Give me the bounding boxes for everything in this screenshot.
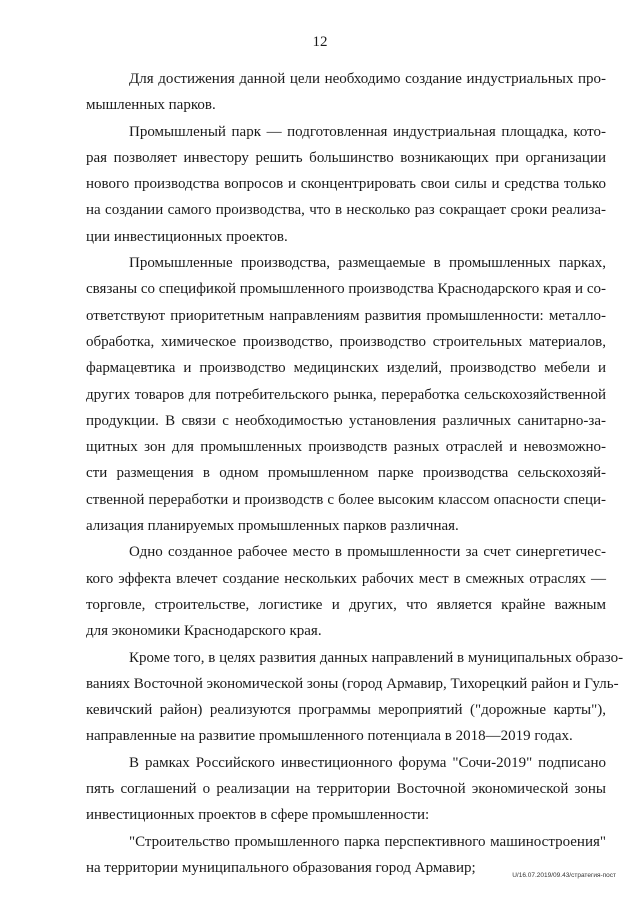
- text-line: нового производства вопросов и сконцентрировать свои силы и средства только: [86, 176, 606, 193]
- text-line: кого эффекта влечет создание нескольких рабочих мест в смежных отраслях —: [86, 570, 606, 587]
- text-line: "Строительство промышленного парка перспективного машиностроения": [129, 833, 606, 850]
- text-line: ваниях Восточной экономической зоны (город Армавир, Тихорецкий район и Гуль-: [86, 675, 619, 692]
- text-line: торговле, строительстве, логистике и других, что является крайне важным: [86, 596, 606, 613]
- document-body: [86, 66, 624, 881]
- text-line: ализация планируемых промышленных парков различная.: [86, 518, 459, 535]
- text-line: сти размещения в одном промышленном парке производства сельскохозяй-: [86, 465, 606, 482]
- text-line: Одно созданное рабочее место в промышленности за счет синергетичес-: [129, 544, 606, 561]
- text-line: щитных зон для промышленных производств разных отраслей и невозможно-: [86, 439, 606, 456]
- text-line: для экономики Краснодарского края.: [86, 623, 322, 640]
- text-line: пять соглашений о реализации на территории Восточной экономической зоны: [86, 781, 606, 798]
- text-line: на создании самого производства, что в несколько раз сокращает сроки реализа-: [86, 202, 606, 219]
- text-line: мышленных парков.: [86, 97, 216, 114]
- text-line: ственной переработки и производств с более высоким классом опасности специ-: [86, 491, 606, 508]
- text-line: Промышленый парк — подготовленная индустриальная площадка, кото-: [129, 123, 606, 140]
- text-line: кевичский район) реализуются программы мероприятий ("дорожные карты"),: [86, 702, 606, 719]
- text-line: ции инвестиционных проектов.: [86, 228, 288, 245]
- text-line: связаны со спецификой промышленного производства Краснодарского края и со-: [86, 281, 606, 298]
- text-line: направленные на развитие промышленного потенциала в 2018—2019 годах.: [86, 728, 573, 745]
- text-line: ответствуют приоритетным направлениям развития промышленности: металло-: [86, 307, 606, 324]
- text-line: Промышленные производства, размещаемые в промышленных парках,: [129, 255, 606, 272]
- text-line: Для достижения данной цели необходимо создание индустриальных про-: [129, 71, 606, 87]
- footer-file-stamp: U/16.07.2019/09.43/стратегия-пост: [512, 872, 616, 879]
- text-line: на территории муниципального образования город Армавир;: [86, 859, 476, 876]
- text-line: других товаров для потребительского рынка, переработка сельскохозяйственной: [86, 386, 606, 403]
- text-line: обработка, химическое производство, производство строительных материалов,: [86, 333, 606, 350]
- page-number: 12: [312, 34, 328, 50]
- text-line: фармацевтика и производство медицинских изделий, производство мебели и: [86, 360, 606, 377]
- text-line: В рамках Российского инвестиционного форума "Сочи-2019" подписано: [129, 754, 606, 771]
- text-line: продукции. В связи с необходимостью установления различных санитарно-за-: [86, 412, 606, 429]
- text-line: рая позволяет инвестору решить большинство возникающих при организации: [86, 149, 606, 166]
- text-line: инвестиционных проектов в сфере промышленности:: [86, 807, 430, 824]
- text-line: Кроме того, в целях развития данных направлений в муниципальных образо-: [129, 649, 624, 666]
